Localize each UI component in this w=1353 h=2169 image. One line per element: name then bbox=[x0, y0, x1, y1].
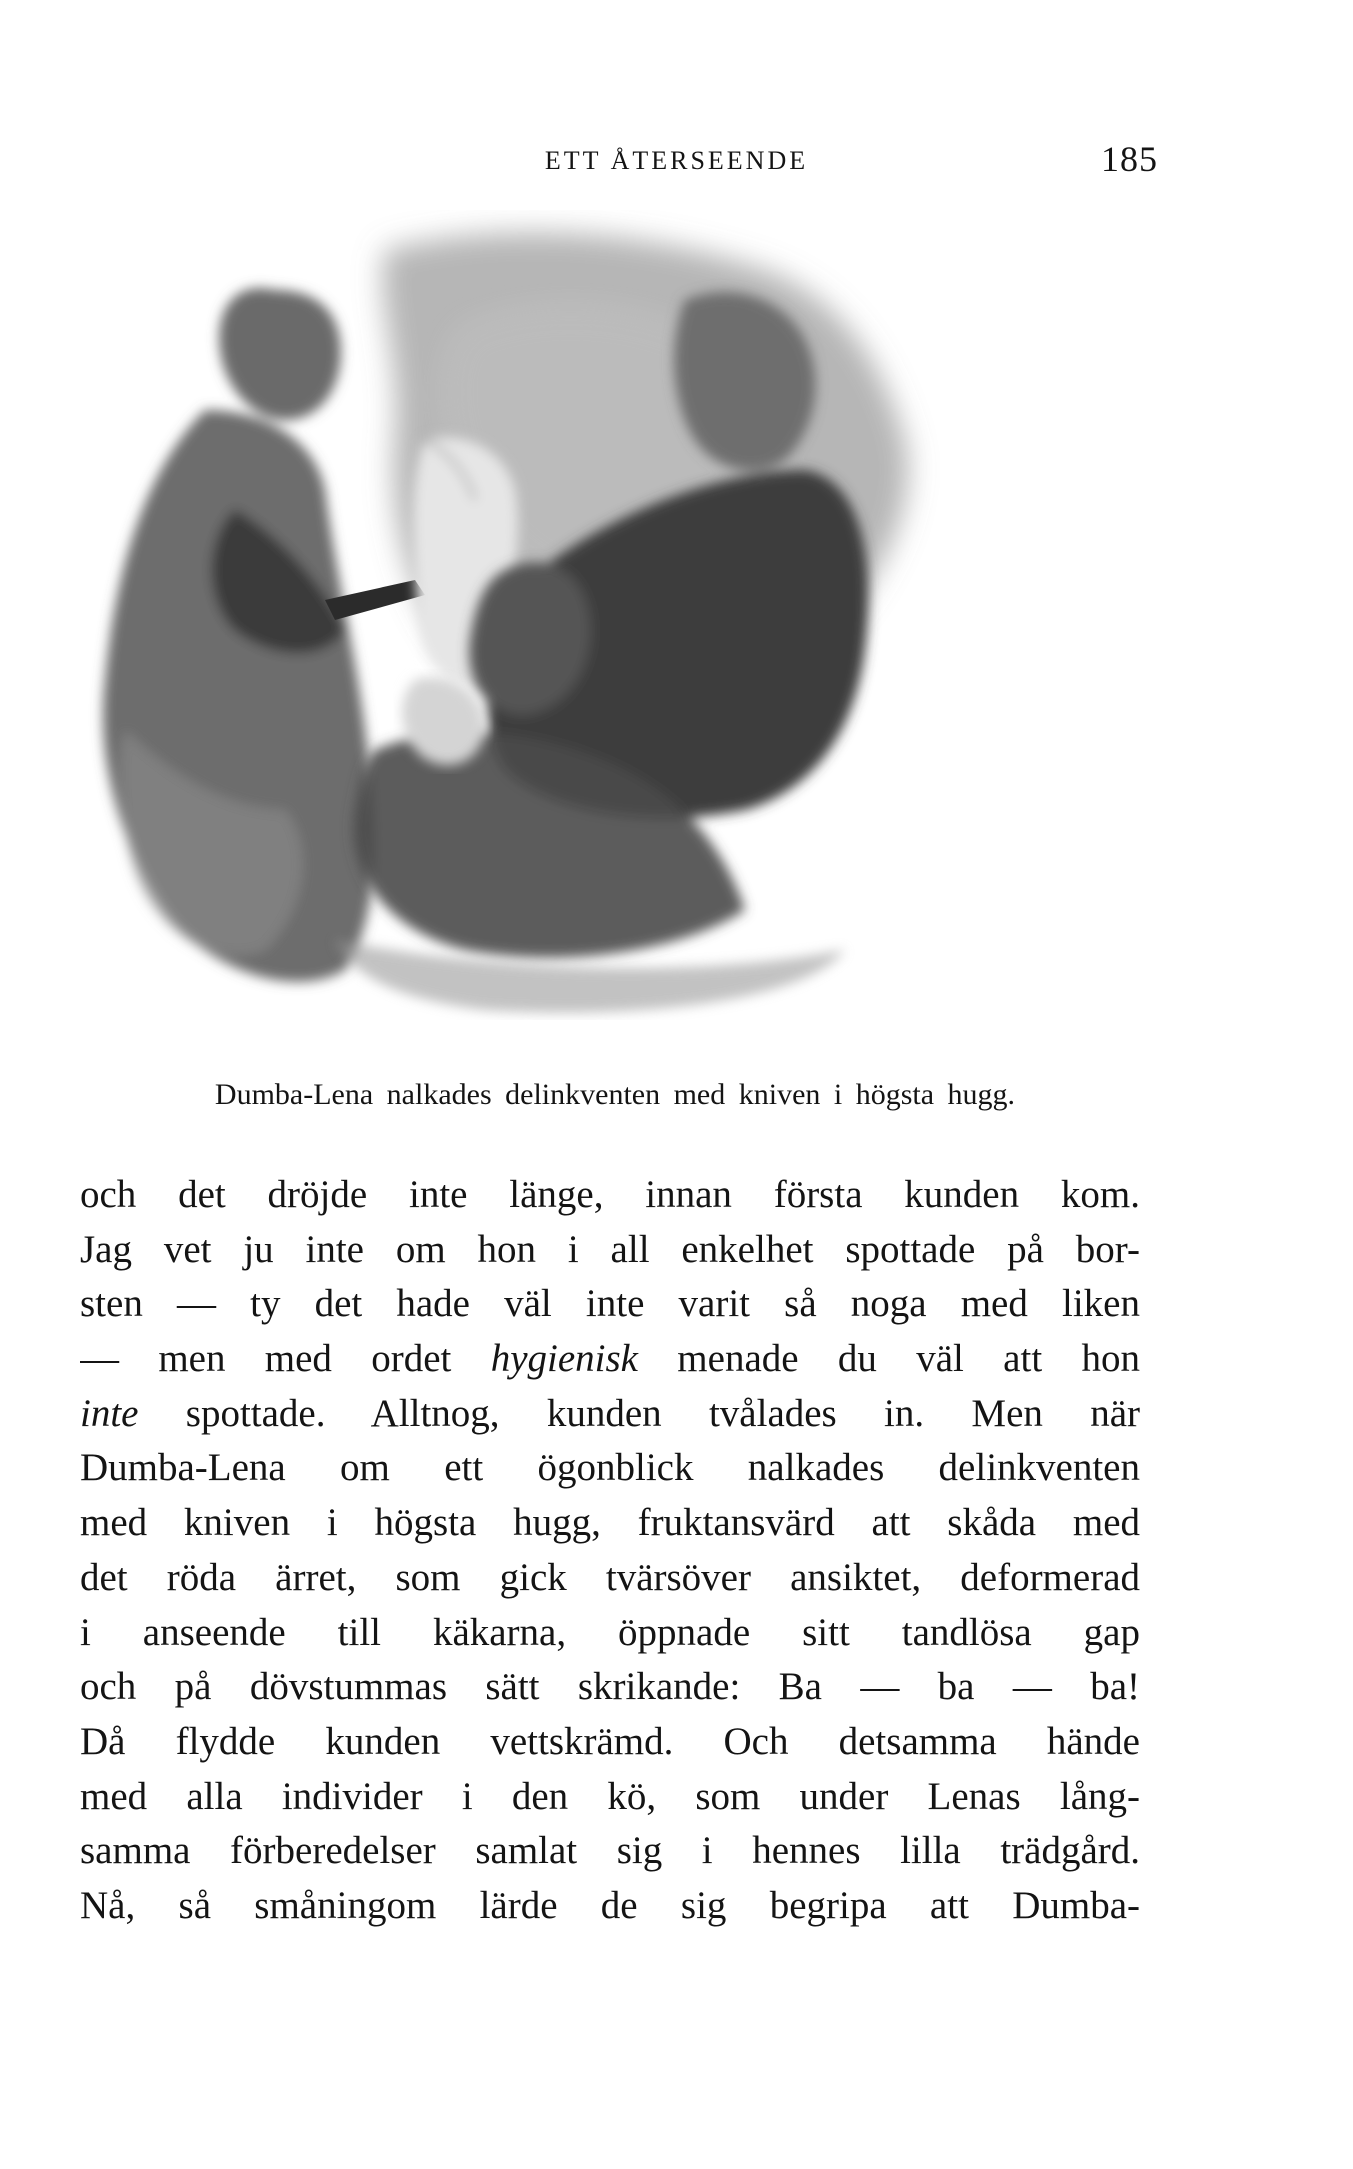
text-line: och på dövstummas sätt skrikande: Ba — ba — ba! bbox=[80, 1665, 1140, 1709]
illustration-caption: Dumba-Lena nalkades delinkventen med kniven i högsta hugg. bbox=[214, 1078, 1016, 1111]
text-segment: spottade. Alltnog, kunden tvålades in. Men när bbox=[138, 1391, 1140, 1435]
text-line: i anseende till käkarna, öppnade sitt tandlösa gap bbox=[80, 1610, 1140, 1654]
text-line: samma förberedelser samlat sig i hennes lilla trädgård. bbox=[80, 1829, 1140, 1873]
text-line: och det dröjde inte länge, innan första kunden kom. bbox=[80, 1173, 1140, 1216]
illustration bbox=[85, 210, 1155, 1050]
text-line: Dumba-Lena om ett ögonblick nalkades delinkventen bbox=[80, 1446, 1140, 1490]
text-line: sten — ty det hade väl inte varit så noga med liken bbox=[80, 1282, 1140, 1326]
page-header bbox=[0, 138, 1353, 188]
page-number: 185 bbox=[1101, 139, 1158, 179]
text-line: Då flydde kunden vettskrämd. Och detsamma hände bbox=[80, 1719, 1140, 1763]
text-line: med kniven i högsta hugg, fruktansvärd att skåda med bbox=[80, 1501, 1140, 1545]
text-line: med alla individer i den kö, som under Lenas lång- bbox=[80, 1774, 1140, 1818]
old-woman-figure bbox=[103, 288, 374, 982]
italic-word: inte bbox=[80, 1391, 139, 1435]
text-line bbox=[80, 1332, 1140, 1387]
text-line: Jag vet ju inte om hon i all enkelhet spottade på bor- bbox=[80, 1227, 1140, 1271]
running-head: ETT ÅTERSEENDE bbox=[544, 146, 809, 175]
text-line: det röda ärret, som gick tvärsöver ansiktet, deformerad bbox=[80, 1555, 1140, 1599]
text-segment: — men med ordet bbox=[80, 1337, 491, 1381]
text-segment: menade du väl att hon bbox=[637, 1337, 1140, 1381]
italic-word: hygienisk bbox=[490, 1337, 638, 1381]
text-line: Nå, så småningom lärde de sig begripa att Dumba- bbox=[80, 1883, 1140, 1927]
body-text bbox=[80, 1168, 1140, 1934]
text-line bbox=[80, 1387, 1140, 1442]
